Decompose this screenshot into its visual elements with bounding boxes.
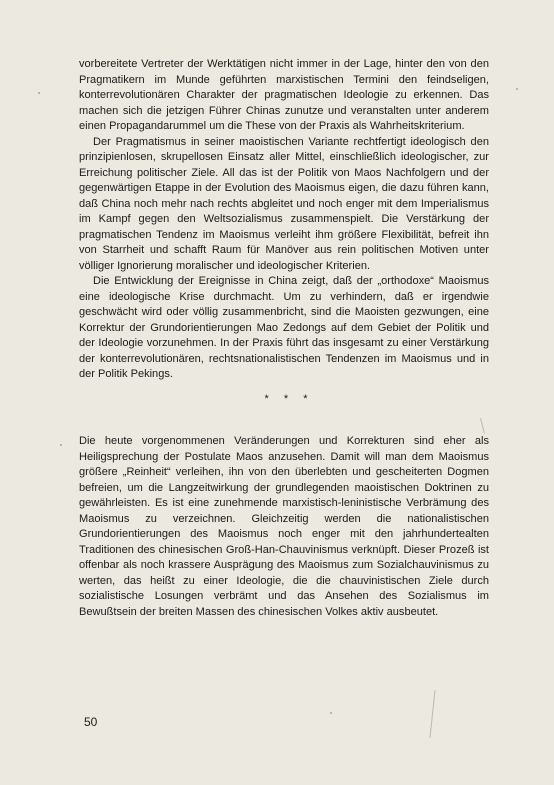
page-number: 50 xyxy=(84,715,98,729)
section-separator: * * * xyxy=(264,392,314,405)
scan-speck xyxy=(38,92,40,94)
paragraph-1: vorbereitete Vertreter der Werktätigen nicht immer in der Lage, hinter den von den Pragmatikern im Munde geführten marxistischen Termini den feindseligen, konterrevolutionären Charakter der pragmatischen Ideologie zu erkennen. Das machen sich die jetzigen Führer Chinas zunutze und veranstalten unter anderem einen Propagandarummel um die These von der Praxis als Wahrheitskriterium. xyxy=(79,58,489,132)
scan-speck xyxy=(60,444,62,446)
scan-speck xyxy=(330,712,332,714)
scan-speck xyxy=(516,88,518,90)
scan-mark xyxy=(429,690,435,738)
section-gap xyxy=(79,416,489,434)
paragraph-3: Die Entwicklung der Ereignisse in China zeigt, daß der „orthodoxe“ Maoismus eine ideologische Krise durchmacht. Um zu verhindern, daß er irgendwie geschwächt wird oder völlig zusammenbricht, sind die Maoisten gezwungen, eine Korrektur der Grundorientierungen Mao Zedongs auf dem Gebiet der Politik und der Ideologie vorzunehmen. In der Praxis führt das insgesamt zu einer Verstärkung der konterrevolutionären, rechtsnationalistischen Tendenzen im Maoismus und in der Politik Pekings. xyxy=(79,275,489,380)
body-text xyxy=(79,57,489,620)
paragraph-4: Die heute vorgenommenen Veränderungen und Korrekturen sind eher als Heiligsprechung der Postulate Maos anzusehen. Damit will man dem Maoismus größere „Reinheit“ verleihen, ihn von den überlebten und gescheiterten Dogmen befreien, um die Langzeitwirkung der grundlegenden maoistischen Doktrinen zu gewährleisten. Es ist eine zunehmende marxistisch-leninistische Verbrämung des Maoismus zu verzeichnen. Gleichzeitig werden die nationalistischen Grundorientierungen des Maoismus noch enger mit den jahrhundertealten Traditionen des chinesischen Groß-Han-Chauvinismus verknüpft. Dieser Prozeß ist offenbar als noch krassere Ausprägung des Maoismus zum Sozialchauvinismus zu werten, das heißt zu einer Ideologie, die die chauvinistischen Ziele durch sozialistische Losungen verbrämt und das Ansehen des Sozialismus im Bewußtsein der breiten Massen des chinesischen Volkes aktiv ausbeutet. xyxy=(79,435,489,618)
paragraph-2: Der Pragmatismus in seiner maoistischen Variante rechtfertigt ideologisch den prinzipienlosen, skrupellosen Einsatz aller Mittel, einschließlich ideologischer, zur Erreichung politischer Ziele. All das ist der Politik von Maos Nachfolgern und der gegenwärtigen Etappe in der Evolution des Maoismus eigen, die dazu führen kann, daß China noch mehr nach rechts abgleitet und noch enger mit dem Imperialismus im Kampf gegen den Weltsozialismus zusammenspielt. Die Verstärkung der pragmatischen Tendenz im Maoismus verleiht ihm größere Flexibilität, befreit ihn von Starrheit und schafft Raum für Manöver aus rein politischen Motiven unter völliger Ignorierung moralischer und ideologischer Kriterien. xyxy=(79,135,489,272)
